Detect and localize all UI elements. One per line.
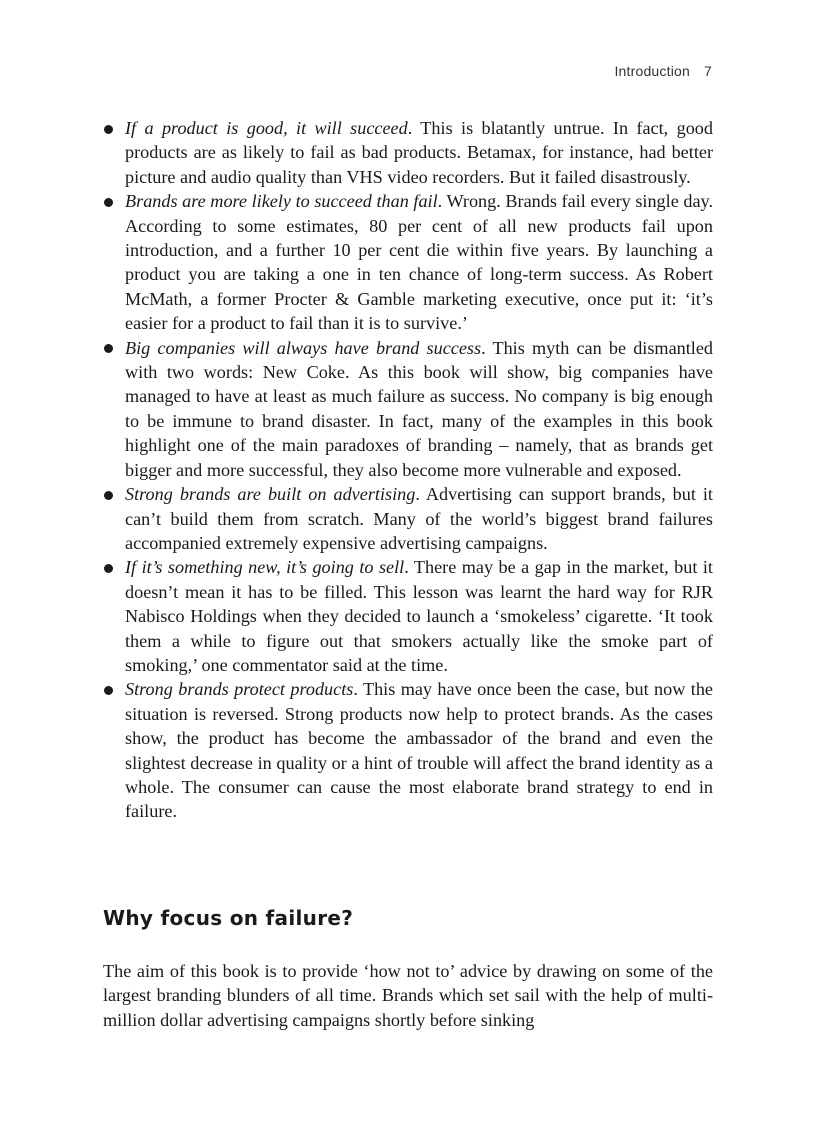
bullet-icon [104,564,113,573]
myth-title: Brands are more likely to succeed than fail [125,191,438,212]
page-number: 7 [704,63,712,79]
list-item [103,189,713,335]
myth-text: . This myth can be dismantled with two words: New Coke. As this book will show, big companies have managed to have at least as much failure as success. No company is big enough to be immune to brand disaster. In fact, many of the examples in this book highlight one of the main paradoxes of branding – namely, that as brands get bigger and more successful, they also become more vulnerable and exposed. [125,337,714,480]
list-item [103,555,713,677]
myth-title: Strong brands are built on advertising [125,484,416,505]
running-header-section: Introduction [614,63,690,79]
bullet-icon [104,125,113,134]
myth-text: . Wrong. Brands fail every single day. According to some estimates, 80 per cent of all new products fail upon introduction, and a further 10 per cent die within five years. By launching a product you are taking a one in ten chance of long-term success. As Robert McMath, a former Procter & Gamble marketing executive, once put it: ‘it’s easier for a product to fail than it is to survive.’ [125,191,713,334]
bullet-icon [104,344,113,353]
list-item [103,116,713,189]
myth-text: . This is blatantly untrue. In fact, good products are as likely to fail as bad products. Betamax, for instance, had better picture and audio quality than VHS video recorders. But it failed disastrously. [125,118,713,187]
myth-title: If a product is good, it will succeed [125,118,408,138]
section-heading: Why focus on failure? [103,906,354,930]
list-item [103,482,713,555]
list-item [103,336,713,482]
myth-title: Strong brands protect products [125,679,354,700]
bullet-icon [104,198,113,207]
myth-text: . This may have once been the case, but now the situation is reversed. Strong products now help to protect brands. As the cases show, the product has become the ambassador of the brand and even the slightest decrease in quality or a hint of trouble will affect the brand identity as a whole. The consumer can cause the most elaborate brand strategy to end in failure. [125,679,713,822]
myths-list [103,116,713,824]
myth-title: Big companies will always have brand success [125,337,482,358]
list-item [103,677,713,823]
body-paragraph: The aim of this book is to provide ‘how not to’ advice by drawing on some of the largest branding blunders of all time. Brands which set sail with the help of multi-million dollar advertising campaigns shortly before sinking [103,961,713,1030]
myth-text: . There may be a gap in the market, but it doesn’t mean it has to be filled. This lesson was learnt the hard way for RJR Nabisco Holdings when they decided to launch a ‘smokeless’ cigarette. ‘It took them a while to figure out that smokers actually like the smoke part of smoking,’ one commentator said at the time. [125,557,713,675]
running-header [614,63,712,79]
bullet-icon [104,491,113,500]
myth-text: . Advertising can support brands, but it can’t build them from scratch. Many of the world’s biggest brand failures accompanied extremely expensive advertising campaigns. [125,484,713,553]
myth-title: If it’s something new, it’s going to sell [125,557,405,578]
bullet-icon [104,686,113,695]
